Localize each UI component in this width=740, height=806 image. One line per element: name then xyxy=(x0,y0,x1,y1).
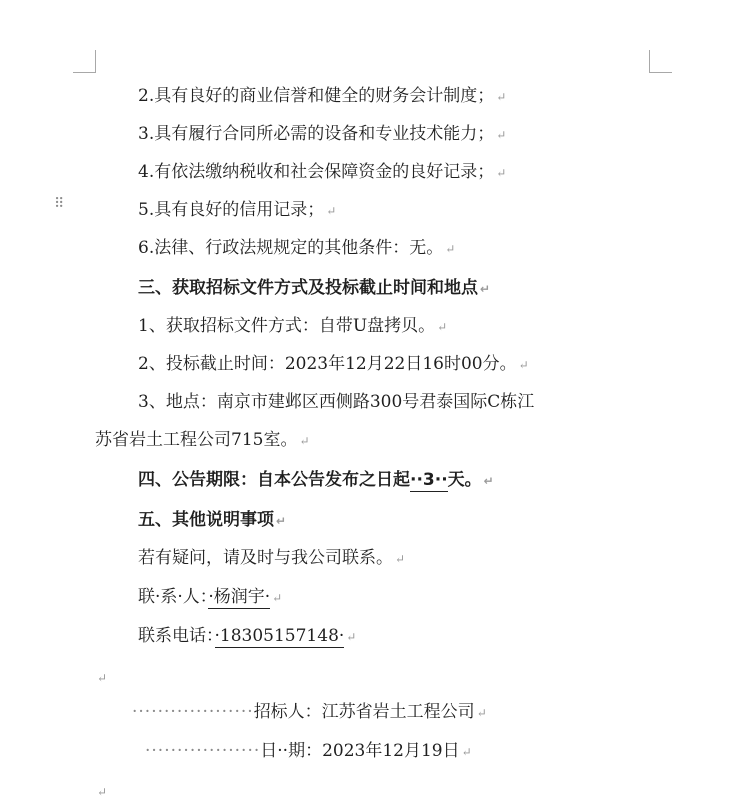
bid-location-line-2: 苏省岩土工程公司715室。 ↵ xyxy=(95,430,310,450)
requirement-item-5: 5.具有良好的信用记录； ↵ xyxy=(138,200,337,220)
contact-phone: 联系电话：·18305157148· ↵ xyxy=(138,626,357,646)
drag-handle-icon[interactable]: ⠿ xyxy=(54,196,63,212)
bid-doc-method: 1、获取招标文件方式：自带U盘拷贝。 ↵ xyxy=(138,316,448,336)
tenderer-signature: ···················招标人：江苏省岩土工程公司 ↵ xyxy=(132,702,487,722)
signature-date: ··················日··期：2023年12月19日 ↵ xyxy=(145,741,472,761)
requirement-item-2: 2.具有良好的商业信誉和健全的财务会计制度； ↵ xyxy=(138,86,507,106)
section-4-notice-period: 四、公告期限：自本公告发布之日起··3··天。 ↵ xyxy=(138,470,494,490)
section-5-heading: 五、其他说明事项 ↵ xyxy=(138,510,287,530)
bid-deadline: 2、投标截止时间：2023年12月22日16时00分。 ↵ xyxy=(138,354,529,374)
contact-phone-number: ·18305157148· xyxy=(214,626,345,646)
notice-days: ··3·· xyxy=(410,470,448,490)
requirement-item-3: 3.具有履行合同所必需的设备和专业技术能力； ↵ xyxy=(138,124,507,144)
requirement-item-6: 6.法律、行政法规规定的其他条件：无。 ↵ xyxy=(138,238,456,258)
crop-mark-top-left xyxy=(73,50,96,73)
contact-person: 联·系·人：·杨润宇· ↵ xyxy=(138,587,283,607)
requirement-item-4: 4.有依法缴纳税收和社会保障资金的良好记录； ↵ xyxy=(138,162,507,182)
empty-paragraph: ↵ xyxy=(97,671,108,685)
crop-mark-top-right xyxy=(649,50,672,73)
contact-person-name: ·杨润宇· xyxy=(208,587,271,607)
section-3-heading: 三、获取招标文件方式及投标截止时间和地点 ↵ xyxy=(138,278,491,298)
inquiry-text: 若有疑问，请及时与我公司联系。 ↵ xyxy=(138,548,406,568)
empty-paragraph-end: ↵ xyxy=(97,785,108,799)
bid-location-line-1: 3、地点：南京市建邺区西侧路300号君泰国际C栋江 xyxy=(138,392,535,412)
